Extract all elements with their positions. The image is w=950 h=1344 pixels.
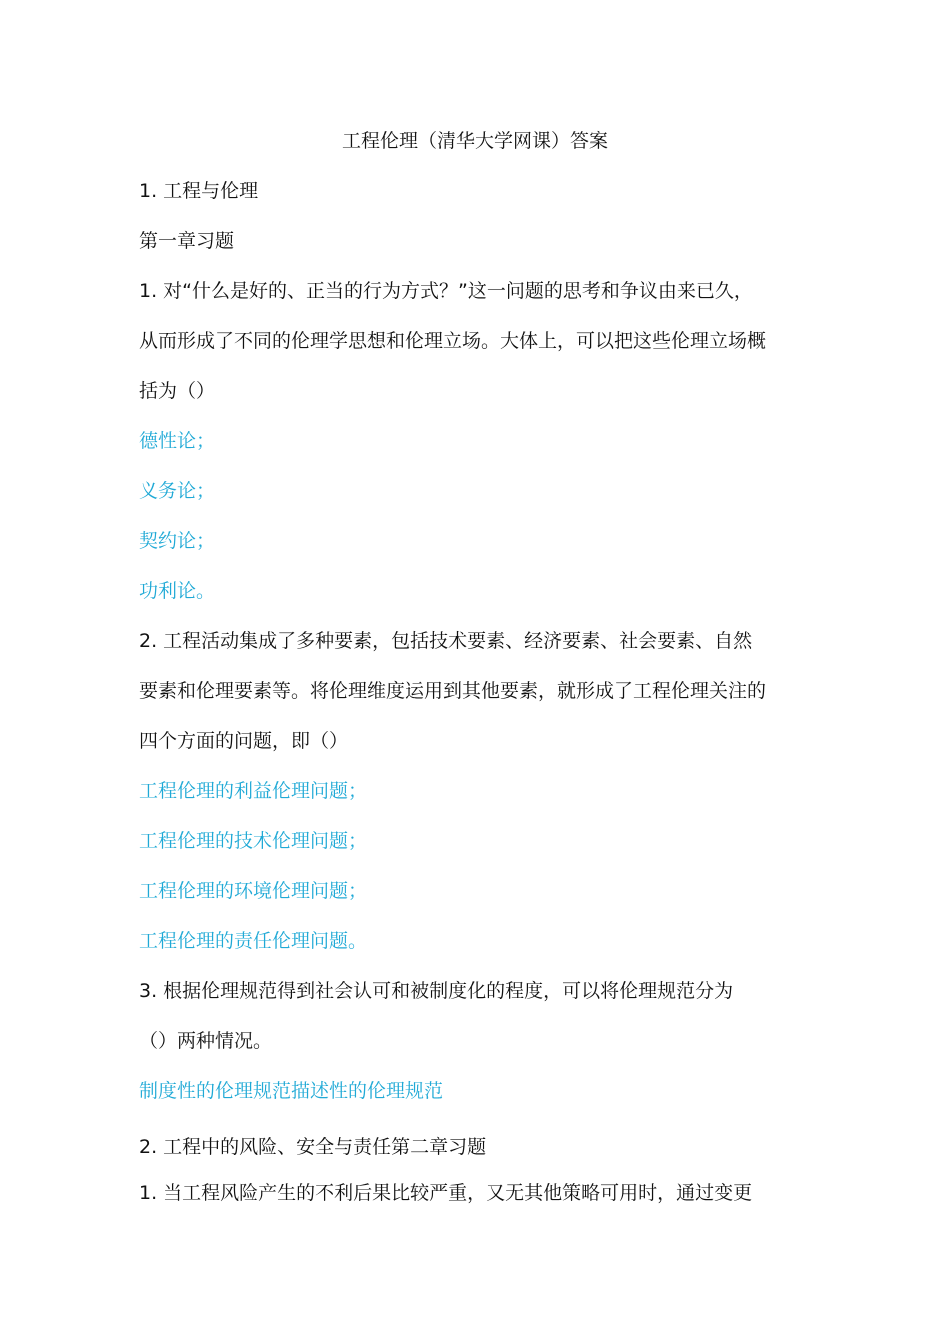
question-text: 括为（） [139, 380, 216, 402]
section-heading: 1. 工程与伦理 [139, 180, 259, 202]
answer-option: 义务论； [139, 480, 216, 502]
question-text: 1. 对“什么是好的、正当的行为方式？”这一问题的思考和争议由来已久， [139, 280, 753, 302]
answer-option: 工程伦理的利益伦理问题； [139, 780, 368, 802]
answer-option: 工程伦理的环境伦理问题； [139, 880, 368, 902]
question-text: 2. 工程活动集成了多种要素，包括技术要素、经济要素、社会要素、自然 [139, 630, 753, 652]
question-text: （）两种情况。 [139, 1030, 273, 1052]
answer-option: 契约论； [139, 530, 216, 552]
answer-option: 功利论。 [139, 580, 216, 602]
answer-option: 制度性的伦理规范描述性的伦理规范 [139, 1080, 444, 1102]
section-heading: 2. 工程中的风险、安全与责任第二章习题 [139, 1136, 487, 1158]
question-text: 要素和伦理要素等。将伦理维度运用到其他要素，就形成了工程伦理关注的 [139, 680, 767, 702]
answer-option: 工程伦理的责任伦理问题。 [139, 930, 368, 952]
question-text: 3. 根据伦理规范得到社会认可和被制度化的程度，可以将伦理规范分为 [139, 980, 734, 1002]
chapter-heading: 第一章习题 [139, 230, 235, 252]
document-title: 工程伦理（清华大学网课）答案 [341, 130, 608, 152]
question-text: 1. 当工程风险产生的不利后果比较严重，又无其他策略可用时，通过变更 [139, 1182, 753, 1204]
answer-option: 工程伦理的技术伦理问题； [139, 830, 368, 852]
question-text: 从而形成了不同的伦理学思想和伦理立场。大体上，可以把这些伦理立场概 [139, 330, 767, 352]
question-text: 四个方面的问题，即（） [139, 730, 349, 752]
answer-option: 德性论； [139, 430, 216, 452]
